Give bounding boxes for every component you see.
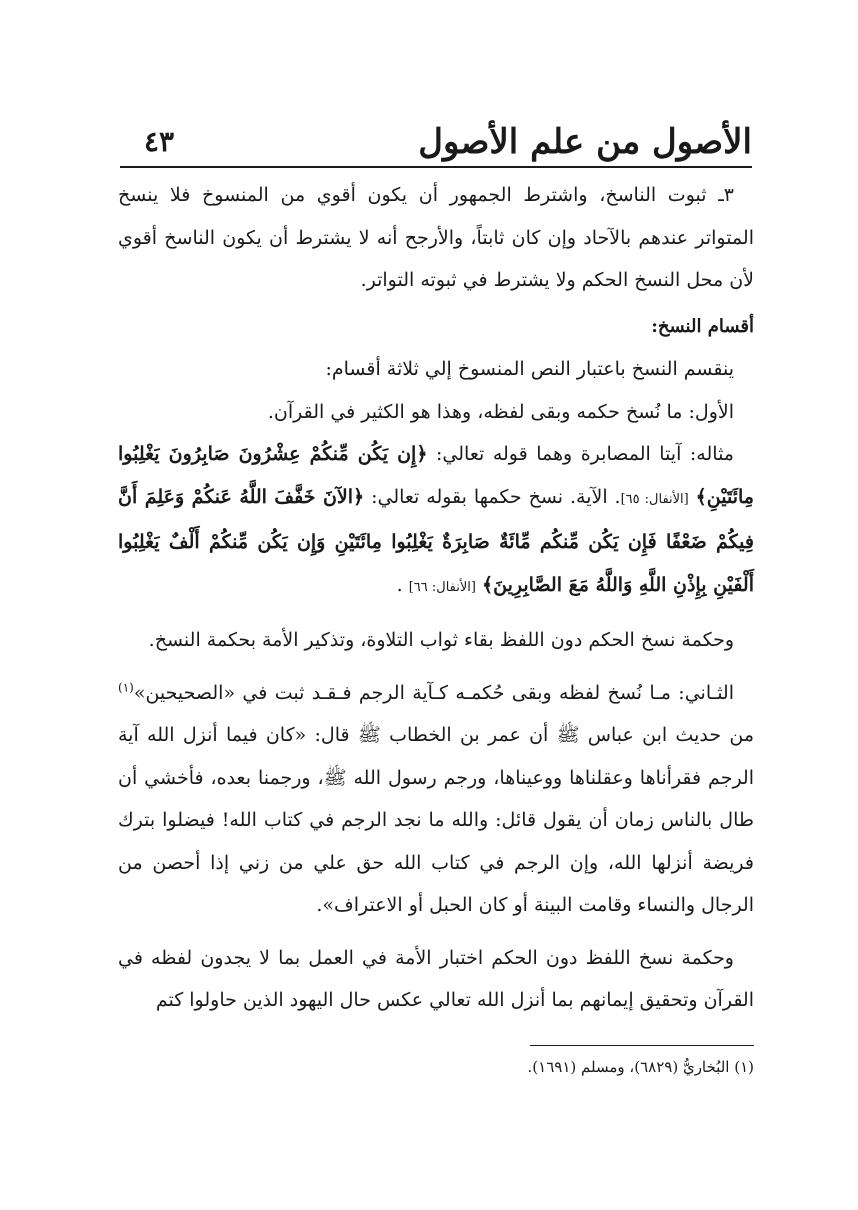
second-type-rest: من حديث ابن عباس ﷺ أن عمر بن الخطاب ﷺ قال: «كان فيما أنزل الله آية الرجم فقرأناها وعقلناها ووعيناها، ورجم رسول الله ﷺ، ورجمنا بعده، فأخشي أن طال بالناس زمان أن يقول قائل: والله ما نجد الرجم في كتاب الله! فيضلوا بترك فريضة أنزلها الله، وإن الرجم في كتاب الله حق علي من زني إذا أحصن من الرجال والنساء وقامت البينة أو كان الحبل أو الاعتراف». — [118, 724, 754, 916]
quran-verse-1: ﴿إِن يَكُن مِّنكُمْ عِشْرُونَ صَابِرُونَ يَغْلِبُوا مِائَتَيْنِ﴾ — [118, 443, 754, 508]
page-header — [120, 118, 752, 166]
page-number: ٤٣ — [144, 125, 175, 158]
body-text — [118, 174, 754, 1022]
paragraph-example — [118, 433, 754, 609]
running-title: الأصول من علم الأصول — [418, 122, 752, 162]
second-type-start: الثـاني: مـا نُسخ لفظه وبقى حُكمـه كـآية الرجم فـقـد ثبت في «الصحيحين» — [133, 681, 734, 704]
quran-verse-2: ﴿الآنَ خَفَّفَ اللَّهُ عَنكُمْ وَعَلِمَ أَنَّ فِيكُمْ ضَعْفًا فَإِن يَكُن مِّنكُم مِّائَةٌ صَابِرَةٌ يَغْلِبُوا مِائَتَيْنِ وَإِن يَكُن مِّنكُمْ أَلْفٌ يَغْلِبُوا أَلْفَيْنِ بِإِذْنِ اللَّهِ وَاللَّهُ مَعَ الصَّابِرِينَ﴾ — [118, 485, 754, 596]
paragraph-wisdom-1: وحكمة نسخ الحكم دون اللفظ بقاء ثواب التلاوة، وتذكير الأمة بحكمة النسخ. — [148, 629, 734, 651]
footnote-rule — [530, 1045, 754, 1046]
paragraph-proof-of-abrogator: ٣ـ ثبوت الناسخ، واشترط الجمهور أن يكون أقوي من المنسوخ فلا ينسخ المتواتر عندهم بالآحاد وإن كان ثابتاً، والأرجح أنه لا يشترط أن يكون الناسخ أقوي لأن محل النسخ الحكم ولا يشترط في ثبوته التواتر. — [118, 184, 754, 291]
example-middle: . الآية. نسخ حكمها بقوله تعالي: — [371, 485, 621, 508]
header-rule — [120, 166, 752, 168]
paragraph-second-type — [118, 672, 754, 927]
paragraph-wisdom-2: وحكمة نسخ اللفظ دون الحكم اختبار الأمة في العمل بما لا يجدون لفظه في القرآن وتحقيق إيمانهم بما أنزل الله تعالي عكس حال اليهود الذين حاولوا كتم — [118, 946, 754, 1011]
example-end: . — [396, 573, 403, 596]
example-intro: مثاله: آيتا المصابرة وهما قوله تعالي: — [436, 443, 734, 465]
section-heading: أقسام النسخ: — [651, 315, 754, 337]
footnote: (١) البُخاريُّ (٦٨٢٩)، ومسلم (١٦٩١). — [527, 1058, 754, 1076]
verse-reference-1: [الأنفال: ٦٥] — [620, 491, 689, 507]
paragraph-division: ينقسم النسخ باعتبار النص المنسوخ إلي ثلاثة أقسام: — [325, 358, 734, 380]
verse-reference-2: [الأنفال: ٦٦] — [408, 579, 476, 595]
footnote-marker: (١) — [118, 680, 134, 695]
paragraph-first-type: الأول: ما نُسخ حكمه وبقى لفظه، وهذا هو الكثير في القرآن. — [267, 400, 734, 423]
